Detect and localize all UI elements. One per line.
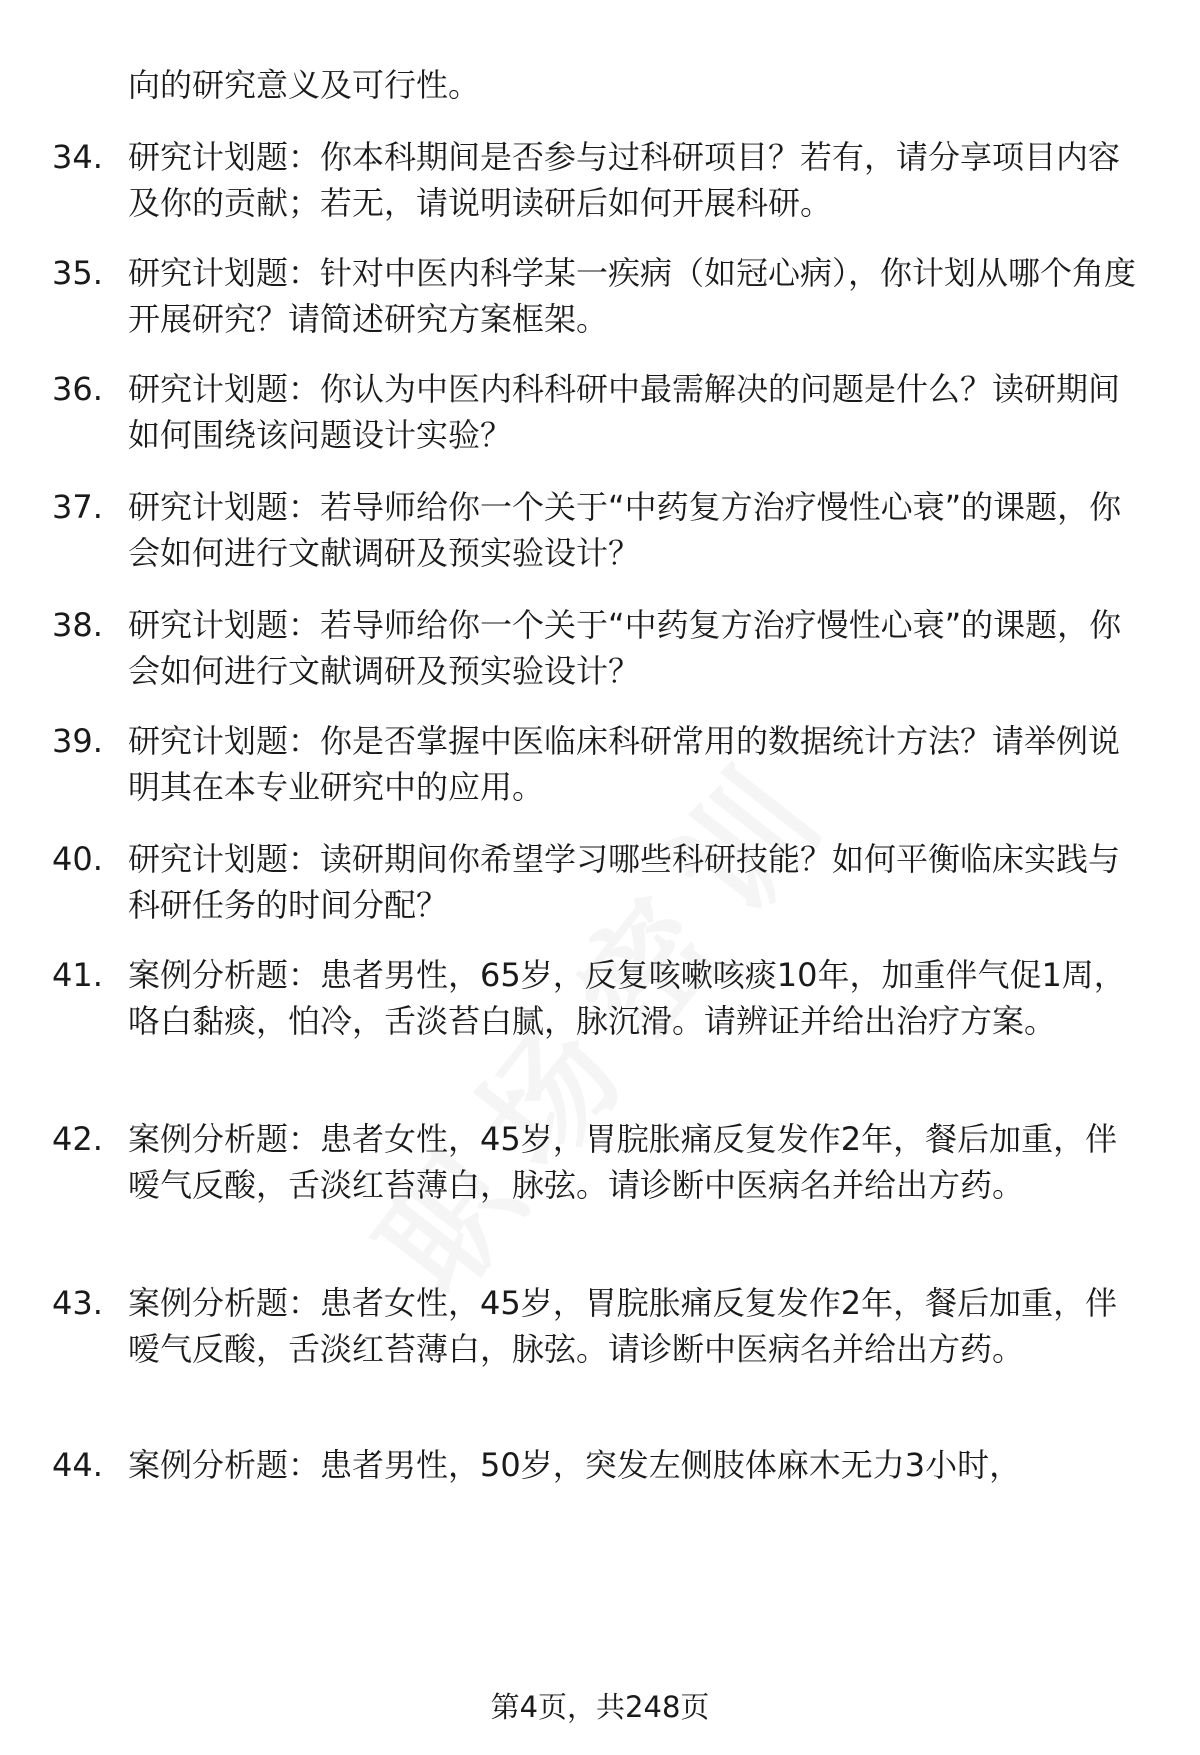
- item-number: 41.: [52, 956, 103, 994]
- item-number: 36.: [52, 370, 103, 408]
- item-text: 案例分析题：患者男性，65岁，反复咳嗽咳痰10年，加重伴气促1周，咯白黏痰，怕冷，舌淡苔白腻，脉沉滑。请辨证并给出治疗方案。: [128, 956, 1126, 1040]
- item-text: 研究计划题：针对中医内科学某一疾病（如冠心病），你计划从哪个角度开展研究？请简述研究方案框架。: [128, 254, 1137, 338]
- item-text: 研究计划题：你认为中医内科科研中最需解决的问题是什么？读研期间如何围绕该问题设计实验？: [128, 370, 1121, 454]
- item-text: 研究计划题：若导师给你一个关于“中药复方治疗慢性心衰”的课题，你会如何进行文献调研及预实验设计？: [128, 606, 1122, 690]
- item-number: 43.: [52, 1284, 103, 1322]
- page-footer: 第4页，共248页: [490, 1690, 710, 1724]
- item-number: 35.: [52, 254, 103, 292]
- item-text: 研究计划题：你是否掌握中医临床科研常用的数据统计方法？请举例说明其在本专业研究中的应用。: [128, 722, 1121, 806]
- continuation-text: 向的研究意义及可行性。: [128, 66, 481, 104]
- item-number: 42.: [52, 1120, 103, 1158]
- item-text: 研究计划题：你本科期间是否参与过科研项目？若有，请分享项目内容及你的贡献；若无，请说明读研后如何开展科研。: [128, 138, 1121, 222]
- item-text: 研究计划题：读研期间你希望学习哪些科研技能？如何平衡临床实践与科研任务的时间分配？: [128, 840, 1121, 924]
- item-number: 39.: [52, 722, 103, 760]
- item-number: 34.: [52, 138, 103, 176]
- item-text: 案例分析题：患者男性，50岁，突发左侧肢体麻木无力3小时，: [128, 1446, 1022, 1484]
- item-number: 37.: [52, 488, 103, 526]
- item-text: 研究计划题：若导师给你一个关于“中药复方治疗慢性心衰”的课题，你会如何进行文献调研及预实验设计？: [128, 488, 1122, 572]
- item-number: 44.: [52, 1446, 103, 1484]
- item-number: 40.: [52, 840, 103, 878]
- item-number: 38.: [52, 606, 103, 644]
- item-text: 案例分析题：患者女性，45岁，胃脘胀痛反复发作2年，餐后加重，伴嗳气反酸，舌淡红苔薄白，脉弦。请诊断中医病名并给出方药。: [128, 1120, 1118, 1204]
- item-text: 案例分析题：患者女性，45岁，胃脘胀痛反复发作2年，餐后加重，伴嗳气反酸，舌淡红苔薄白，脉弦。请诊断中医病名并给出方药。: [128, 1284, 1118, 1368]
